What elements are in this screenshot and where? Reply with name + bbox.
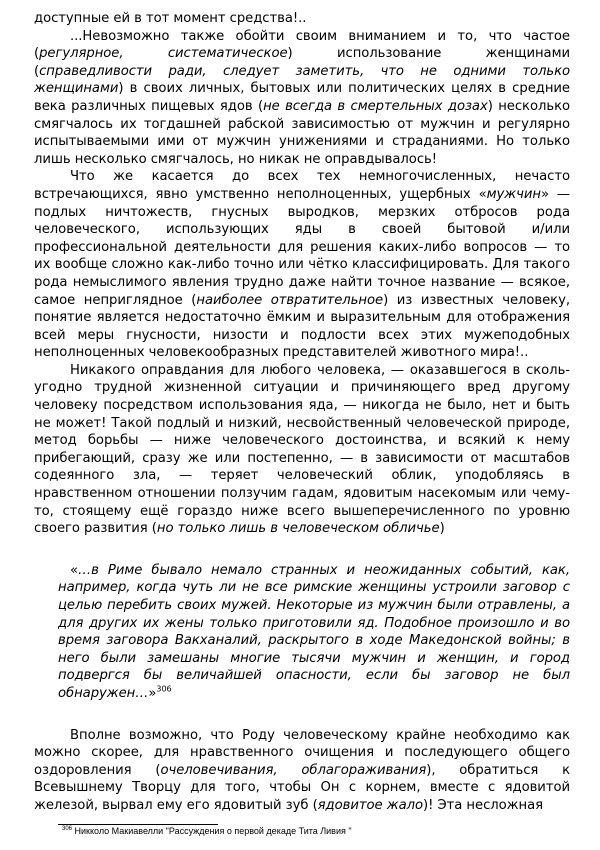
italic-phrase: не всегда в смертельных дозах: [263, 98, 488, 114]
quote-footnote-ref[interactable]: 306: [156, 684, 172, 694]
text-run: ): [439, 521, 445, 537]
italic-phrase: мужчин: [486, 186, 541, 202]
italic-phrase: ядовитое жало: [317, 797, 423, 813]
text-run: ) использование женщинами (: [34, 46, 570, 79]
text-run: Никакого оправдания для любого человека, — оказавшегося в сколь-угодно трудной жизненной ситуации и причиняющего вред другому человеку посредством использования яда, — никогда не было, нет и быть не может! Такой подлый и низкий, несвойственный человеческой природе, метод борьбы — ниже человеческого достоинства, и всякий к нему прибегающий, сразу же или постепенно, — в зависимости от масштабов содеянного зла, — теряет человеческий облик, уподобляясь в нравственном отношении ползучим гадам, ядовитым насекомым или чему-то, стоящему ещё гораздо ниже всего вышеперечисленного по уровню своего развития (: [34, 362, 570, 537]
italic-phrase: очеловечивания, облагораживания: [160, 762, 427, 778]
block-quote: [34, 562, 570, 703]
italic-phrase: но только лишь в человеческом обличье: [156, 521, 440, 537]
italic-phrase: регулярное, систематическое: [39, 46, 288, 62]
footnote-number: 306: [62, 826, 73, 832]
text-run: ...Невозможно также обойти своим вниманием и то, что частое (: [34, 28, 570, 62]
footnote-text: Никколо Макиавелли "Рассуждения о первой декаде Тита Ливия ": [72, 826, 352, 836]
quote-close-mark: »: [148, 685, 157, 701]
italic-phrase: справедливости ради, следует заметить, что не одними только женщинами: [34, 63, 570, 97]
paragraph: [34, 28, 570, 169]
paragraph-after-quote: [34, 727, 570, 815]
footnote-divider: [58, 824, 218, 825]
paragraph: [34, 10, 570, 28]
quote-text: …в Риме бывало немало странных и неожиданных событий, как, например, когда чуть ли не все римские женщины устроили заговор с целью перебить своих мужей. Некоторые из мужчин были отравлены, а для других их жены только приготовили яд. Подобное произошло и во время заговора Вакханалий, раскрытого в ходе Македонской войны; в него были замешаны многие тысячи мужчин и женщин, и город подвергся бы величайшей опасности, если бы заговор не был обнаружен…: [58, 562, 570, 701]
page-body: [34, 10, 570, 815]
text-run: ), обратиться к Всевышнему Творцу для того, чтобы Он с корнем, вместе с ядовитой железой, вырвал ему его ядовитый зуб (: [34, 762, 570, 813]
paragraph: [34, 362, 570, 538]
text-run: ) в своих личных, бытовых или политических целях в средние века различных пищевых ядов (: [34, 81, 570, 114]
text-run: Что же касается до всех тех немногочисленных, нечасто встречающихся, явно умственно неполноценных, ущербных «: [34, 169, 570, 202]
main-text: [34, 10, 570, 538]
text-run: ) из известных человеку, понятие является недостаточно ёмким и выразительным для отображения всей меры гнусности, низости и подлости всех этих мужеподобных неполноценных человекообразных представителей животного мира!..: [34, 292, 570, 361]
text-run: )! Эта несложная: [423, 797, 543, 813]
footnote: [62, 826, 562, 837]
text-run: доступные ей в тот момент средства!..: [34, 11, 307, 26]
text-run: Вполне возможно, что Роду человеческому крайне необходимо как можно скорее, для нравственного очищения и последующего общего оздоровления (: [34, 727, 570, 778]
paragraph: [34, 168, 570, 362]
text-run: » — подлых ничтожеств, гнусных выродков, мерзких отбросов рода человеческого, использующих яды в своей бытовой и/или профессиональной деятельности для решения каких-либо вопросов — то их вообще сложно как-либо точно или чётко классифицировать. Для такого рода немыслимого явления трудно даже найти точное название — всякое, самое неприглядное (: [34, 186, 570, 308]
italic-phrase: наиболее отвратительное: [196, 292, 384, 308]
text-run: ) несколько смягчалось их тогдашней рабской зависимостью от мужчин и регулярно испытываемыми ими от мужчин унижениями и страданиями. Но только лишь несколько смягчалось, но никак не оправдывалось!: [34, 98, 570, 167]
quote-open-mark: «: [70, 562, 79, 578]
